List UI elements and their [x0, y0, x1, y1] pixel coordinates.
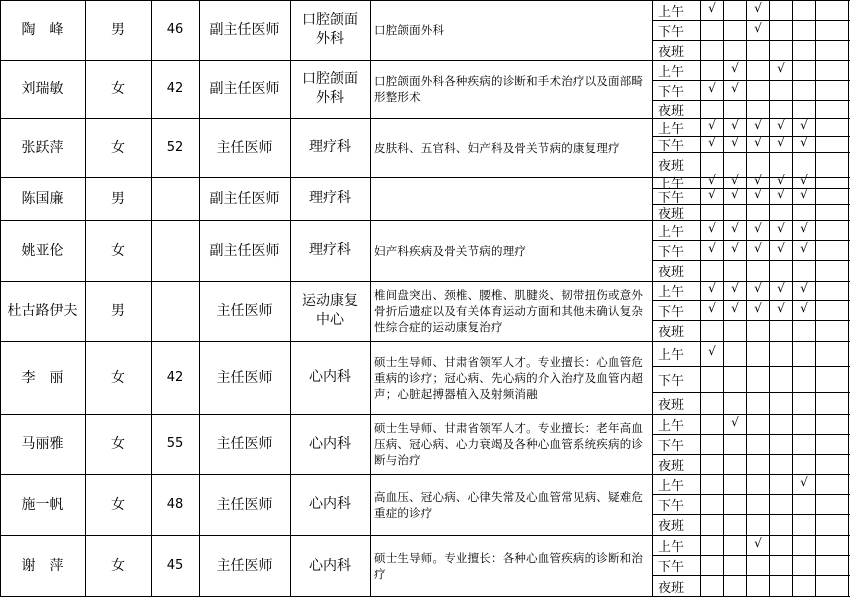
schedule-check-mark: √ [708, 301, 716, 315]
slot-label: 上午 [658, 64, 685, 80]
doctor-specialty-text: 妇产科疾病及骨关节病的理疗 [374, 243, 527, 258]
schedule-check-mark: √ [800, 475, 808, 489]
schedule-check-mark: √ [754, 536, 762, 550]
schedule-check-mark: √ [777, 221, 785, 235]
doctor-gender [85, 0, 151, 60]
slot-label: 下午 [658, 24, 685, 40]
doctor-gender-text: 女 [111, 436, 125, 452]
doctor-specialty [370, 118, 652, 177]
doctor-department [290, 118, 370, 177]
slot-label: 下午 [658, 498, 685, 514]
slot-label: 上午 [658, 348, 685, 363]
doctor-age [151, 414, 199, 474]
slot-label: 夜班 [658, 580, 685, 596]
schedule-check-mark: √ [800, 301, 808, 315]
doctor-title-text: 主任医师 [216, 369, 273, 386]
doctor-specialty-text: 口腔颌面外科各种疾病的诊断和手术治疗以及面部畸形整形术 [374, 74, 644, 104]
doctor-title [199, 474, 290, 535]
schedule-check-mark: √ [777, 135, 785, 149]
doctor-name-text: 李 丽 [21, 369, 64, 386]
slot-label: 上午 [658, 478, 685, 494]
doctor-specialty [370, 341, 652, 414]
doctor-name [0, 118, 85, 177]
schedule-check-mark: √ [754, 241, 762, 255]
slot-label: 夜班 [658, 325, 685, 340]
doctor-gender [85, 474, 151, 535]
doctor-name [0, 414, 85, 474]
doctor-age-text: 46 [166, 22, 184, 37]
doctor-gender [85, 535, 151, 597]
schedule-check-mark: √ [731, 61, 739, 75]
doctor-gender-text: 男 [111, 190, 125, 207]
schedule-check-mark: √ [731, 281, 739, 295]
column-divider [652, 0, 653, 597]
doctor-name-text: 陶 峰 [21, 22, 64, 38]
doctor-specialty-text: 硕士生导师、甘肃省领军人才。专业擅长：老年高血压病、冠心病、心力衰竭及各种心血管系统疾病的诊断与治疗 [374, 421, 644, 467]
doctor-department [290, 0, 370, 60]
doctor-title [199, 60, 290, 118]
doctor-title [199, 535, 290, 597]
schedule-check-mark: √ [731, 415, 739, 429]
schedule-check-mark: √ [754, 281, 762, 295]
doctor-age [151, 177, 199, 220]
doctor-name-text: 陈国廉 [21, 190, 64, 207]
doctor-age-text: 55 [166, 436, 184, 451]
doctor-department [290, 474, 370, 535]
schedule-check-mark: √ [754, 221, 762, 235]
doctor-gender [85, 220, 151, 281]
slot-label: 下午 [658, 438, 685, 454]
doctor-specialty [370, 474, 652, 535]
doctor-gender [85, 177, 151, 220]
slot-label: 下午 [658, 244, 685, 260]
doctor-department-text: 理疗科 [309, 190, 351, 206]
doctor-department [290, 177, 370, 220]
slot-label: 上午 [658, 224, 685, 240]
doctor-specialty [370, 281, 652, 341]
slot-label: 上午 [658, 4, 685, 20]
doctor-age [151, 60, 199, 118]
doctor-gender-text: 男 [111, 303, 125, 319]
column-divider [815, 0, 816, 597]
slot-label: 上午 [658, 418, 685, 434]
schedule-check-mark: √ [777, 61, 785, 75]
doctor-name-text: 姚亚伦 [21, 242, 64, 259]
doctor-specialty [370, 220, 652, 281]
slot-label: 下午 [658, 373, 685, 389]
schedule-check-mark: √ [800, 241, 808, 255]
doctor-gender-text: 女 [111, 139, 125, 156]
doctor-name [0, 474, 85, 535]
schedule-check-mark: √ [800, 173, 808, 187]
doctor-name [0, 281, 85, 341]
doctor-department-text: 心内科 [309, 435, 351, 452]
doctor-specialty [370, 0, 652, 60]
schedule-check-mark: √ [708, 135, 716, 149]
doctor-department [290, 341, 370, 414]
schedule-check-mark: √ [708, 281, 716, 295]
slot-label: 下午 [658, 138, 685, 154]
doctor-specialty-text: 椎间盘突出、颈椎、腰椎、肌腱炎、韧带扭伤或意外骨折后遗症以及有关体育运动方面和其他未确认复杂性综合症的运动康复治疗 [374, 288, 644, 334]
doctor-specialty-text: 硕士生导师、甘肃省领军人才。专业擅长：心血管危重病的诊疗；冠心病、先心病的介入治疗及血管内超声；心脏起搏器植入及射频消融 [374, 354, 644, 401]
doctor-name [0, 60, 85, 118]
doctor-age [151, 474, 199, 535]
slot-label: 夜班 [658, 206, 685, 222]
schedule-check-mark: √ [777, 118, 785, 132]
doctor-age [151, 220, 199, 281]
doctor-title [199, 341, 290, 414]
schedule-check-mark: √ [731, 173, 739, 187]
doctor-gender-text: 男 [111, 22, 125, 38]
doctor-age [151, 118, 199, 177]
doctor-department [290, 281, 370, 341]
doctor-age-text: 48 [166, 496, 184, 512]
doctor-specialty-text: 皮肤科、五官科、妇产科及骨关节病的康复理疗 [374, 140, 620, 155]
column-divider [848, 0, 849, 597]
doctor-age-text: 45 [166, 558, 184, 573]
doctor-name-text: 谢 萍 [21, 558, 64, 574]
doctor-title-text: 主任医师 [216, 496, 273, 513]
slot-label: 夜班 [658, 44, 685, 60]
schedule-check-mark: √ [777, 281, 785, 295]
doctor-age [151, 281, 199, 341]
schedule-check-mark: √ [731, 81, 739, 95]
schedule-check-mark: √ [708, 81, 716, 95]
doctor-name [0, 220, 85, 281]
schedule-check-mark: √ [800, 135, 808, 149]
schedule-check-mark: √ [754, 301, 762, 315]
doctor-specialty-text: 口腔颌面外科 [374, 23, 445, 37]
slot-label: 夜班 [658, 103, 685, 119]
doctor-department-text: 心内科 [309, 557, 351, 574]
doctor-title-text: 副主任医师 [209, 242, 280, 259]
schedule-check-mark: √ [708, 173, 716, 187]
doctor-gender-text: 女 [111, 496, 125, 513]
doctor-title [199, 281, 290, 341]
schedule-check-mark: √ [731, 135, 739, 149]
schedule-check-mark: √ [731, 187, 739, 201]
schedule-check-mark: √ [777, 173, 785, 187]
doctor-gender [85, 341, 151, 414]
doctor-department-text: 心内科 [309, 496, 351, 512]
schedule-check-mark: √ [708, 241, 716, 255]
slot-label: 下午 [658, 84, 685, 100]
slot-label: 上午 [658, 539, 685, 555]
doctor-gender-text: 女 [111, 81, 125, 97]
doctor-age-text: 42 [166, 81, 184, 96]
doctor-department-text: 口腔颌面 外科 [302, 71, 358, 106]
doctor-specialty [370, 535, 652, 597]
doctor-name-text: 施一帆 [21, 496, 64, 513]
schedule-check-mark: √ [754, 1, 762, 15]
schedule-check-mark: √ [777, 301, 785, 315]
slot-label: 夜班 [658, 159, 685, 174]
doctor-department [290, 60, 370, 118]
doctor-title [199, 0, 290, 60]
doctor-department-text: 运动康复 中心 [302, 293, 358, 328]
schedule-check-mark: √ [731, 301, 739, 315]
doctor-title [199, 177, 290, 220]
doctor-name-text: 刘瑞敏 [21, 81, 64, 97]
doctor-age [151, 535, 199, 597]
doctor-department-text: 口腔颌面 外科 [302, 12, 358, 47]
schedule-check-mark: √ [800, 281, 808, 295]
slot-label: 下午 [658, 559, 685, 575]
doctor-age [151, 341, 199, 414]
doctor-specialty [370, 177, 652, 220]
doctor-gender [85, 118, 151, 177]
doctor-title-text: 主任医师 [216, 303, 273, 319]
doctor-name [0, 535, 85, 597]
doctor-title-text: 主任医师 [216, 558, 273, 574]
schedule-check-mark: √ [800, 187, 808, 201]
schedule-check-mark: √ [731, 118, 739, 132]
slot-label: 上午 [658, 285, 685, 300]
slot-label: 夜班 [658, 265, 685, 280]
slot-label: 夜班 [658, 397, 685, 413]
doctor-age [151, 0, 199, 60]
doctor-title-text: 副主任医师 [209, 190, 280, 207]
schedule-check-mark: √ [708, 344, 716, 358]
doctor-title-text: 副主任医师 [209, 81, 280, 97]
schedule-check-mark: √ [754, 118, 762, 132]
schedule-check-mark: √ [708, 118, 716, 132]
doctor-specialty-text: 硕士生导师。专业擅长：各种心血管疾病的诊断和治疗 [374, 551, 644, 581]
schedule-check-mark: √ [708, 187, 716, 201]
doctor-title-text: 主任医师 [216, 139, 273, 156]
doctor-title-text: 主任医师 [216, 436, 273, 452]
slot-label: 上午 [658, 177, 685, 192]
doctor-name-text: 张跃萍 [21, 139, 64, 156]
doctor-department-text: 理疗科 [309, 242, 351, 258]
schedule-check-mark: √ [731, 221, 739, 235]
doctor-name [0, 341, 85, 414]
slot-label: 夜班 [658, 458, 685, 474]
doctor-specialty [370, 60, 652, 118]
schedule-check-mark: √ [777, 187, 785, 201]
schedule-check-mark: √ [800, 118, 808, 132]
doctor-department-text: 心内科 [309, 369, 351, 385]
schedule-check-mark: √ [800, 221, 808, 235]
slot-label: 夜班 [658, 519, 685, 534]
schedule-check-mark: √ [777, 241, 785, 255]
schedule-check-mark: √ [708, 1, 716, 15]
doctor-gender [85, 60, 151, 118]
doctor-name-text: 杜古路伊夫 [7, 303, 78, 319]
doctor-name [0, 177, 85, 220]
doctor-department [290, 535, 370, 597]
schedule-check-mark: √ [731, 241, 739, 255]
schedule-check-mark: √ [754, 173, 762, 187]
doctor-department-text: 理疗科 [309, 139, 351, 155]
doctor-gender-text: 女 [111, 369, 125, 386]
doctor-name-text: 马丽雅 [21, 436, 64, 452]
schedule-check-mark: √ [708, 221, 716, 235]
slot-label: 上午 [658, 121, 685, 137]
doctor-department [290, 220, 370, 281]
doctor-name [0, 0, 85, 60]
doctor-specialty [370, 414, 652, 474]
doctor-title [199, 118, 290, 177]
schedule-check-mark: √ [754, 187, 762, 201]
schedule-check-mark: √ [754, 135, 762, 149]
schedule-check-mark: √ [754, 21, 762, 35]
doctor-title [199, 220, 290, 281]
doctor-gender-text: 女 [111, 242, 125, 259]
doctor-age-text: 52 [166, 139, 184, 155]
doctor-gender-text: 女 [111, 558, 125, 574]
doctor-gender [85, 414, 151, 474]
doctor-specialty-text: 高血压、冠心病、心律失常及心血管常见病、疑难危重症的诊疗 [374, 489, 644, 520]
doctor-title-text: 副主任医师 [209, 22, 280, 38]
doctor-department [290, 414, 370, 474]
doctor-age-text: 42 [166, 369, 184, 385]
slot-label: 下午 [658, 190, 685, 206]
doctor-gender [85, 281, 151, 341]
slot-label: 下午 [658, 304, 685, 320]
doctor-title [199, 414, 290, 474]
